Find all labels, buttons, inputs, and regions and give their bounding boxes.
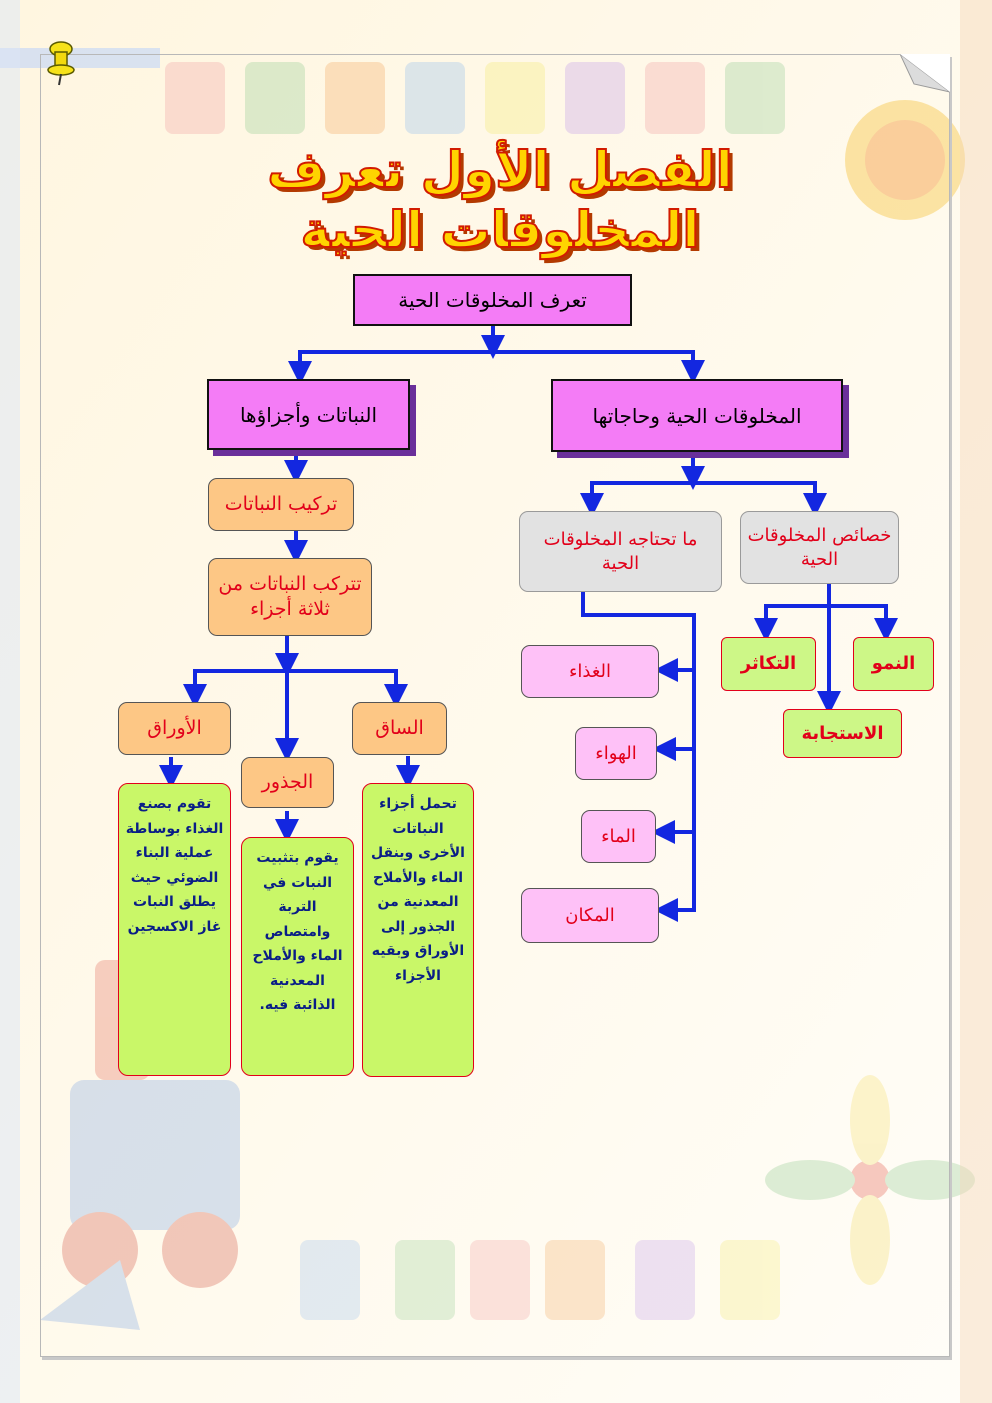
response-node: الاستجابة [783,709,902,758]
living-node: المخلوقات الحية وحاجاتها [551,379,843,452]
leaves-description: تقوم بصنع الغذاء بوساطة عملية البناء الضوئي حيث يطلق النبات غاز الاكسجين [118,783,231,1076]
plant-three-parts-node: تتركب النباتات من ثلاثة أجزاء [208,558,372,636]
page-title: الفصل الأول تعرف المخلوقات الحية [267,141,733,259]
leaves-node: الأوراق [118,702,231,755]
page-curl-icon [900,54,950,99]
roots-node: الجذور [241,757,334,808]
plants-node: النباتات وأجزاؤها [207,379,410,450]
reproduction-node: التكاثر [721,637,816,691]
food-node: الغذاء [521,645,659,698]
pushpin-icon [44,40,78,86]
water-node: الماء [581,810,656,863]
traits-node: خصائص المخلوقات الحية [740,511,899,584]
roots-description: يقوم بتثبيت النبات في التربة وامتصاص الماء والأملاح المعدنية الذائبة فيه. [241,837,354,1076]
plant-structure-node: تركيب النباتات [208,478,354,531]
place-node: المكان [521,888,659,943]
stem-node: الساق [352,702,447,755]
root-node: تعرف المخلوقات الحية [353,274,632,326]
air-node: الهواء [575,727,657,780]
needs-node: ما تحتاجه المخلوقات الحية [519,511,722,592]
stem-description: تحمل أجزاء النباتات الأخرى وينقل الماء والأملاح المعدنية من الجذور إلى الأوراق وبقيه الأجزاء [362,783,474,1077]
growth-node: النمو [853,637,934,691]
